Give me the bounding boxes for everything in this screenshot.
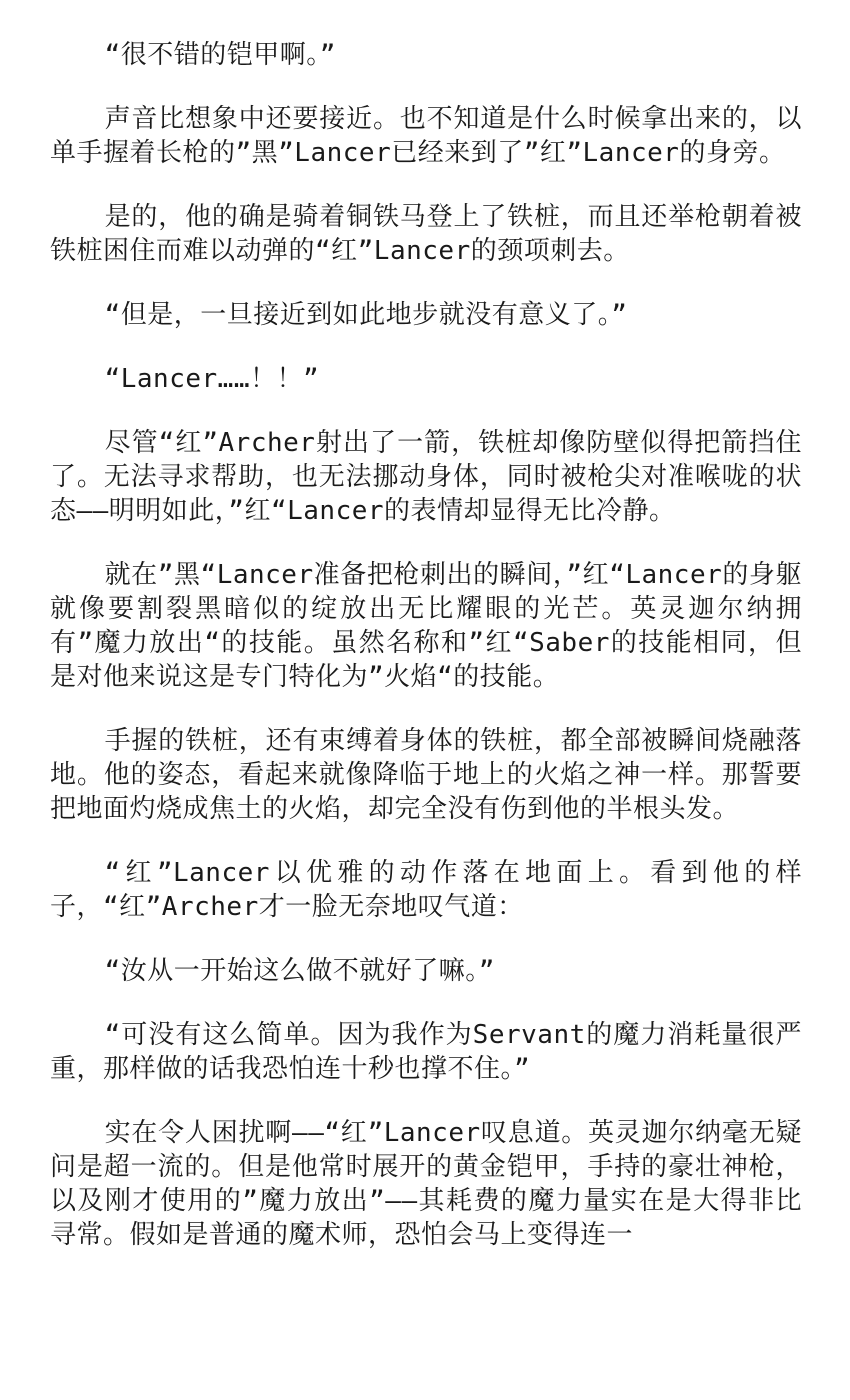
paragraph-2: 声音比想象中还要接近。也不知道是什么时候拿出来的，以单手握着长枪的”黑”Lancer已经来到了”红”Lancer的身旁。 (50, 104, 802, 168)
paragraph-11: “可没有这么简单。因为我作为Servant的魔力消耗量很严重，那样做的话我恐怕连十秒也撑不住。” (50, 1020, 802, 1084)
paragraph-3: 是的，他的确是骑着铜铁马登上了铁桩，而且还举枪朝着被铁桩困住而难以动弹的“红”Lancer的颈项刺去。 (50, 202, 802, 266)
paragraph-1: “很不错的铠甲啊。” (104, 40, 336, 70)
paragraph-5: “Lancer……！！” (104, 364, 320, 394)
paragraph-8: 手握的铁桩，还有束缚着身体的铁桩，都全部被瞬间烧融落地。他的姿态，看起来就像降临于地上的火焰之神一样。那誓要把地面灼烧成焦土的火焰，却完全没有伤到他的半根头发。 (50, 726, 802, 824)
paragraph-4: “但是，一旦接近到如此地步就没有意义了。” (104, 300, 628, 330)
paragraph-12: 实在令人困扰啊——“红”Lancer叹息道。英灵迦尔纳毫无疑问是超一流的。但是他常时展开的黄金铠甲，手持的豪壮神枪，以及刚才使用的”魔力放出”——其耗费的魔力量实在是大得非比寻常。假如是普通的魔术师，恐怕会马上变得连一 (50, 1118, 802, 1250)
paragraph-7: 就在”黑“Lancer准备把枪刺出的瞬间，”红“Lancer的身躯就像要割裂黑暗似的绽放出无比耀眼的光芒。英灵迦尔纳拥有”魔力放出“的技能。虽然名称和”红“Saber的技能相同，但是对他来说这是专门特化为”火焰“的技能。 (50, 560, 802, 692)
paragraph-6: 尽管“红”Archer射出了一箭，铁桩却像防壁似得把箭挡住了。无法寻求帮助，也无法挪动身体，同时被枪尖对准喉咙的状态——明明如此，”红“Lancer的表情却显得无比冷静。 (50, 428, 802, 526)
paragraph-10: “汝从一开始这么做不就好了嘛。” (104, 956, 495, 986)
paragraph-9: “红”Lancer以优雅的动作落在地面上。看到他的样子，“红”Archer才一脸无奈地叹气道： (50, 858, 802, 922)
